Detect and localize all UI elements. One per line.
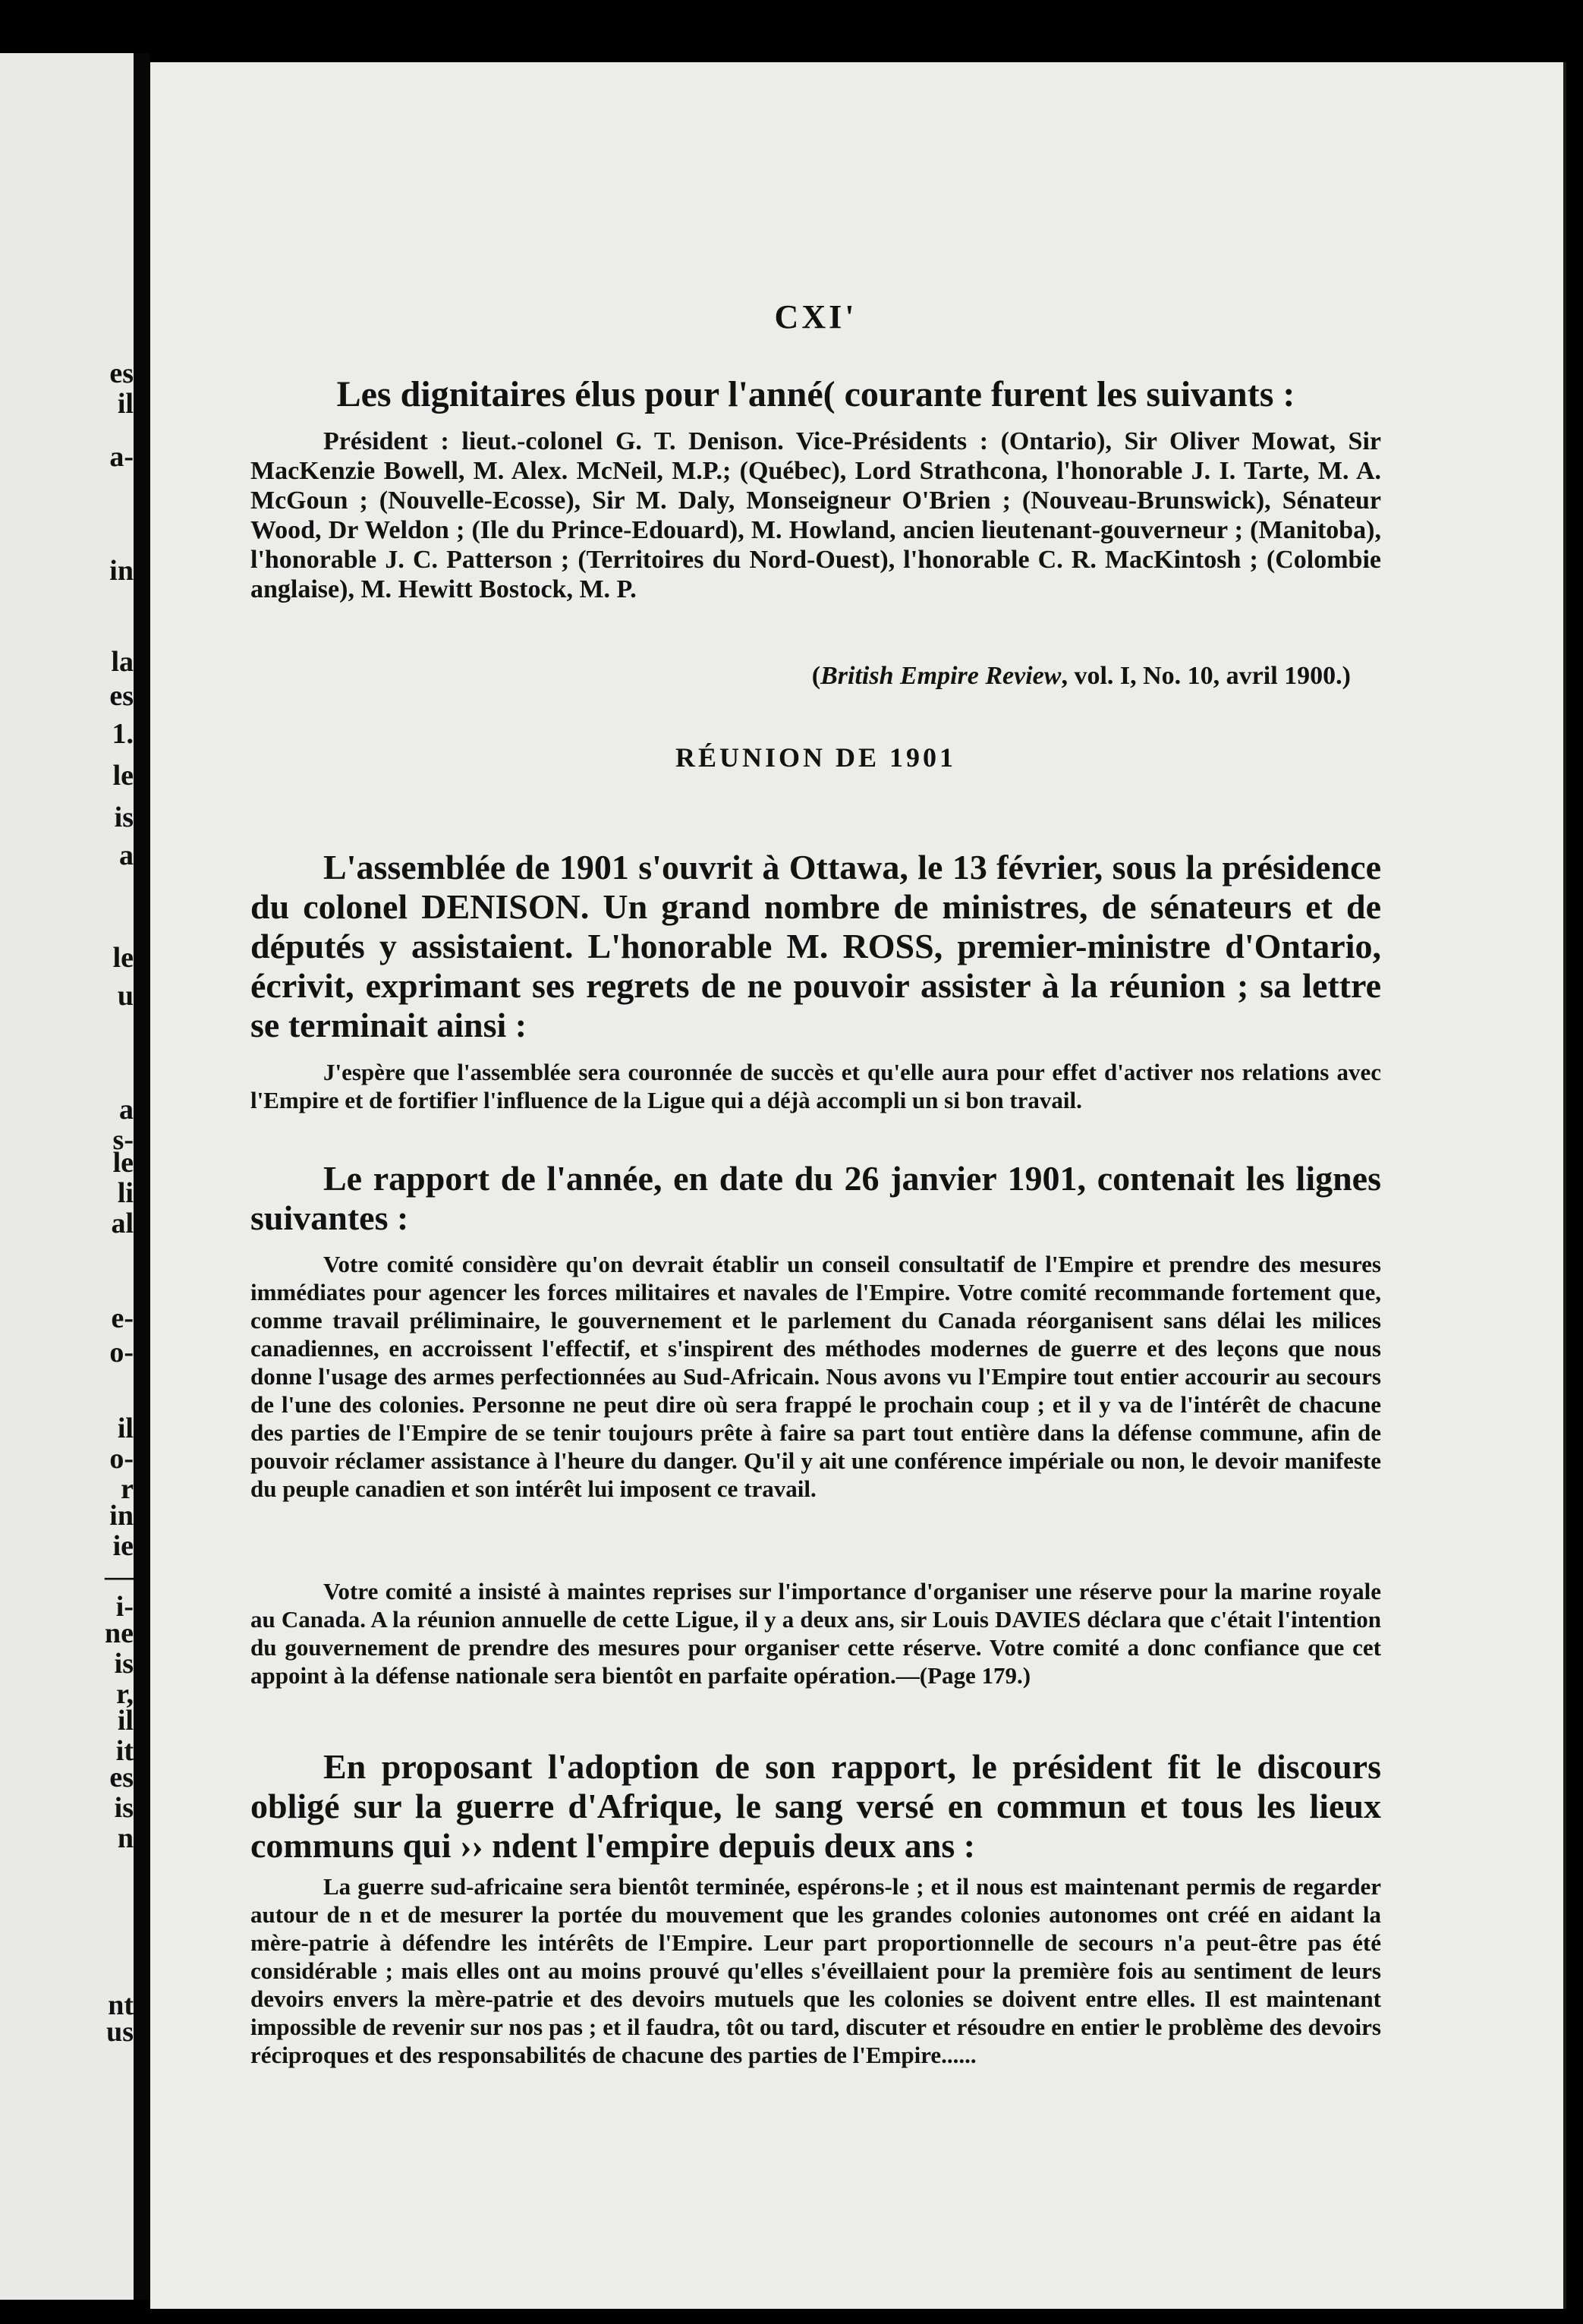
citation — [812, 662, 1351, 691]
facing-page-fragment: 1. — [112, 718, 134, 750]
facing-page-fragment: e- — [111, 1302, 134, 1334]
facing-page-fragment: is — [114, 801, 134, 833]
facing-page-fragment: es — [109, 680, 134, 712]
facing-page-fragment: is — [114, 1648, 134, 1680]
intro-line: Les dignitaires élus pour l'anné( courante furent les suivants : — [336, 374, 1295, 414]
facing-page-fragment: in — [109, 1500, 134, 1532]
facing-page-fragment: a- — [109, 441, 134, 473]
facing-page-fragment: n — [117, 1822, 134, 1854]
facing-page-fragment: o- — [109, 1337, 134, 1368]
facing-page-fragment: la — [111, 646, 134, 678]
paragraph-report: Le rapport de l'année, en date du 26 janvier 1901, contenait les lignes suivantes : — [250, 1159, 1381, 1237]
facing-page-fragment: es — [109, 1762, 134, 1793]
paragraph-assembly: L'assemblée de 1901 s'ouvrit à Ottawa, le 13 février, sous la présidence du colonel DENISON. Un grand nombre de ministres, de sénateurs et de députés y assistaient. L'honorable M. ROSS, premier-ministre d'Ontario, écrivit, exprimant ses regrets de ne pouvoir assister à la réunion ; sa lettre se terminait ainsi : — [250, 848, 1381, 1044]
citation-open: ( — [811, 662, 821, 690]
quote-report-navy: Votre comité a insisté à maintes reprises sur l'importance d'organiser une réserve pour la marine royale au Canada. A la réunion annuelle de cette Ligue, il y a deux ans, sir Louis DAVIES déclara que c'était l'intention du gouvernement de prendre des mesures pour organiser cette réserve. Votre comité a donc confiance que cet appoint à la défense nationale sera bientôt en parfaite opération.—(Page 179.) — [250, 1578, 1381, 1689]
facing-page-fragment: li — [117, 1177, 134, 1209]
facing-page-fragment: es — [109, 357, 134, 389]
quote-report-council: Votre comité considère qu'on devrait établir un conseil consultatif de l'Empire et prendre des mesures immédiates pour agencer les forces militaires et navales de l'Empire. Votre comité recommande fortement que, comme travail préliminaire, le gouvernement et le parlement du Canada réorganisent sans délai les milices canadiennes, en accroissent l'effectif, et s'inspirent des méthodes modernes de guerre et des leçons que nous donne l'usage des armes perfectionnées au Sud-Africain. Nous avons vu l'Empire tout entier accourir au secours de l'une des colonies. Personne ne peut dire où sera frappé le prochain coup ; et il y va de l'intérêt de chacune des parties de l'Empire de se tenir toujours prête à faire sa part tout entière dans la défense commune, afin de pouvoir réclamer assistance à l'heure du danger. Qu'il y ait une conférence impériale ou non, le devoir manifeste du peuple canadien et son intérêt lui imposent ce travail. — [250, 1251, 1381, 1502]
facing-page-fragment: r — [121, 1473, 134, 1505]
facing-page-fragment: le — [112, 1147, 134, 1179]
facing-page-fragment: in — [109, 555, 134, 587]
facing-page-fragment: — — [105, 1560, 134, 1592]
facing-page-fragment: ie — [112, 1530, 134, 1562]
citation-rest: , vol. I, No. 10, avril 1900.) — [1061, 662, 1351, 690]
facing-page-fragment: il — [117, 1412, 134, 1444]
facing-page-fragment: a — [119, 839, 134, 871]
quote-president-speech: La guerre sud-africaine sera bientôt terminée, espérons-le ; et il nous est maintenant permis de regarder autour de n et de mesurer la portée du mouvement que les grandes colonies autonomes ont créé en aidant la mère-patrie à défendre les intérêts de l'Empire. Leur part proportionnelle de secours n'a peut-être pas été considérable ; mais elles ont au moins prouvé qu'elles s'éveillaient pour la première fois au sentiment de leurs devoirs envers la mère-patrie et des devoirs mutuels que les colonies se doivent entre elles. Il est maintenant impossible de revenir sur nos pas ; et il faudra, tôt ou tard, discuter et résoudre en entier le problème des devoirs réciproques et des responsabilités de chacune des parties de l'Empire...... — [250, 1873, 1381, 2068]
facing-page-fragment: r, — [116, 1678, 134, 1710]
facing-page-fragment: le — [112, 942, 134, 974]
facing-page-fragment: nt — [108, 1989, 134, 2021]
facing-page-fragment: s- — [112, 1124, 134, 1156]
facing-page-fragment: it — [115, 1735, 134, 1767]
facing-page-fragment: a — [119, 1094, 134, 1126]
book-gutter — [134, 53, 150, 2300]
facing-page-fragment: i- — [115, 1591, 134, 1623]
page-number: CXI' — [774, 298, 858, 335]
facing-page-fragment: u — [117, 980, 134, 1012]
main-page — [150, 62, 1565, 2309]
paragraph-president-speech: En proposant l'adoption de son rapport, le président fit le discours obligé sur la guerre d'Afrique, le sang versé en commun et tous les lieux communs qui ›› ndent l'empire depuis deux ans : — [250, 1747, 1381, 1865]
quote-ross-letter: J'espère que l'assemblée sera couronnée de succès et qu'elle aura pour effet d'activer nos relations avec l'Empire et de fortifier l'influence de la Ligue qui a déjà accompli un si bon travail. — [250, 1059, 1381, 1113]
facing-page-fragment: il — [117, 388, 134, 420]
section-title: RÉUNION DE 1901 — [675, 742, 957, 773]
page-edge — [1563, 62, 1566, 2309]
facing-page-fragment: ne — [105, 1617, 134, 1649]
citation-title: British Empire Review — [820, 662, 1062, 690]
facing-page-fragment: us — [106, 2016, 134, 2048]
facing-page-fragment: il — [117, 1705, 134, 1737]
facing-page-fragment: al — [111, 1208, 134, 1239]
facing-page-fragment: is — [114, 1792, 134, 1824]
facing-page-fragment: le — [112, 760, 134, 792]
dignitaries-paragraph: Président : lieut.-colonel G. T. Denison. Vice-Présidents : (Ontario), Sir Oliver Mowat, Sir MacKenzie Bowell, M. Alex. McNeil, M.P.; (Québec), Lord Strathcona, l'honorable J. I. Tarte, M. A. McGoun ; (Nouvelle-Ecosse), Sir M. Daly, Monseigneur O'Brien ; (Nouveau-Brunswick), Sénateur Wood, Dr Weldon ; (Ile du Prince-Edouard), M. Howland, ancien lieutenant-gouverneur ; (Manitoba), l'honorable J. C. Patterson ; (Territoires du Nord-Ouest), l'honorable C. R. MacKintosh ; (Colombie anglaise), M. Hewitt Bostock, M. P. — [250, 427, 1381, 603]
facing-page-fragment: o- — [109, 1443, 134, 1475]
